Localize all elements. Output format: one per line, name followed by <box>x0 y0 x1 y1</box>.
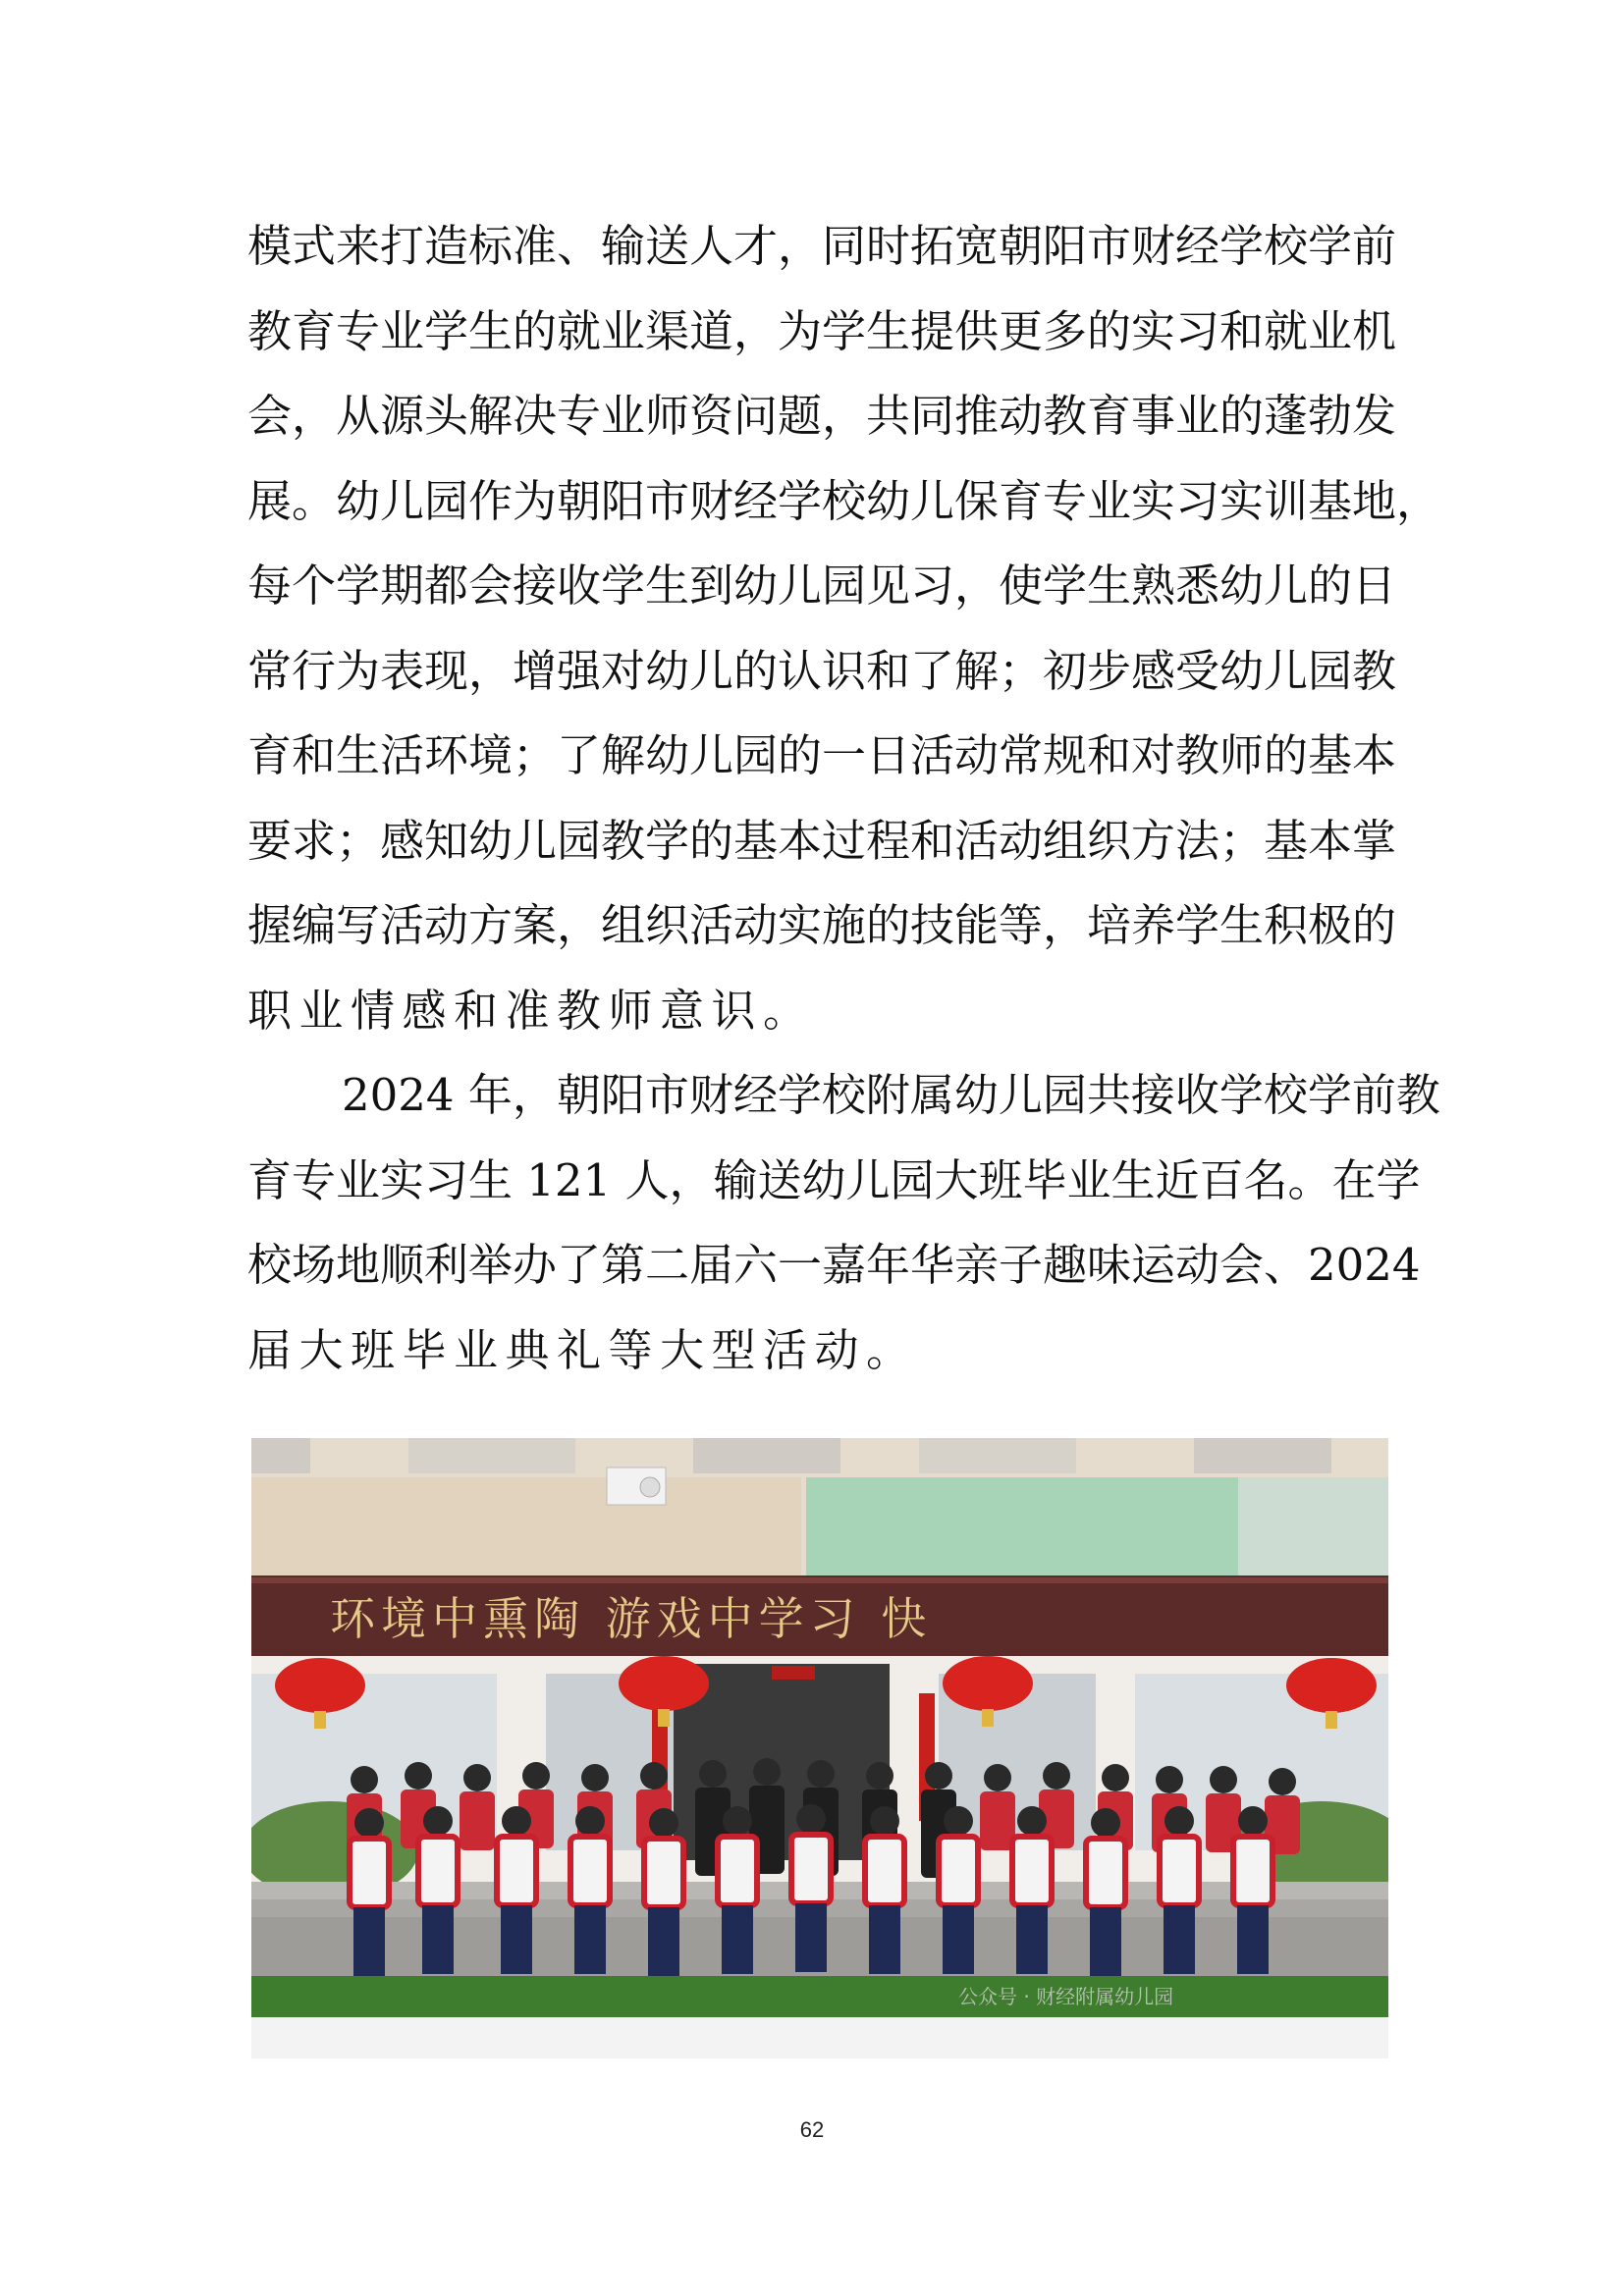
body-text <box>247 204 1441 1393</box>
photo-bottom-strip <box>251 2017 1388 2058</box>
paragraph-line: 展。幼儿园作为朝阳市财经学校幼儿保育专业实习实训基地， <box>247 474 1441 527</box>
paragraph-line: 育和生活环境；了解幼儿园的一日活动常规和对教师的基本 <box>247 729 1397 781</box>
paragraph-line: 教育专业学生的就业渠道，为学生提供更多的实习和就业机 <box>247 304 1397 357</box>
paragraph-line: 育专业实习生 121 人，输送幼儿园大班毕业生近百名。在学 <box>247 1153 1421 1206</box>
paragraph-line: 职业情感和准教师意识。 <box>247 984 815 1037</box>
paragraph-line: 会，从源头解决专业师资问题，共同推动教育事业的蓬勃发 <box>247 390 1397 442</box>
paragraph-line: 届大班毕业典礼等大型活动。 <box>247 1323 918 1376</box>
paragraph-line: 模式来打造标准、输送人才，同时拓宽朝阳市财经学校学前 <box>247 220 1397 272</box>
page-number: 62 <box>799 2117 825 2142</box>
paragraph-line: 要求；感知幼儿园教学的基本过程和活动组织方法；基本掌 <box>247 814 1397 867</box>
paragraph-line: 常行为表现，增强对幼儿的认识和了解；初步感受幼儿园教 <box>247 644 1397 697</box>
paragraph-line: 每个学期都会接收学生到幼儿园见习，使学生熟悉幼儿的日 <box>247 560 1397 612</box>
paragraph-line: 握编写活动方案，组织活动实施的技能等，培养学生积极的 <box>247 899 1397 951</box>
watermark: 公众号 · 财经附属幼儿园 <box>958 1985 1174 2008</box>
banner-text: 环境中熏陶 游戏中学习 快 <box>330 1592 933 1645</box>
group-photo-illustration <box>251 1438 1388 2017</box>
paragraph-line: 校场地顺利举办了第二届六一嘉年华亲子趣味运动会、2024 <box>247 1239 1421 1291</box>
paragraph-line: 2024 年，朝阳市财经学校附属幼儿园共接收学校学前教 <box>342 1069 1440 1121</box>
group-photo <box>251 1438 1388 2017</box>
